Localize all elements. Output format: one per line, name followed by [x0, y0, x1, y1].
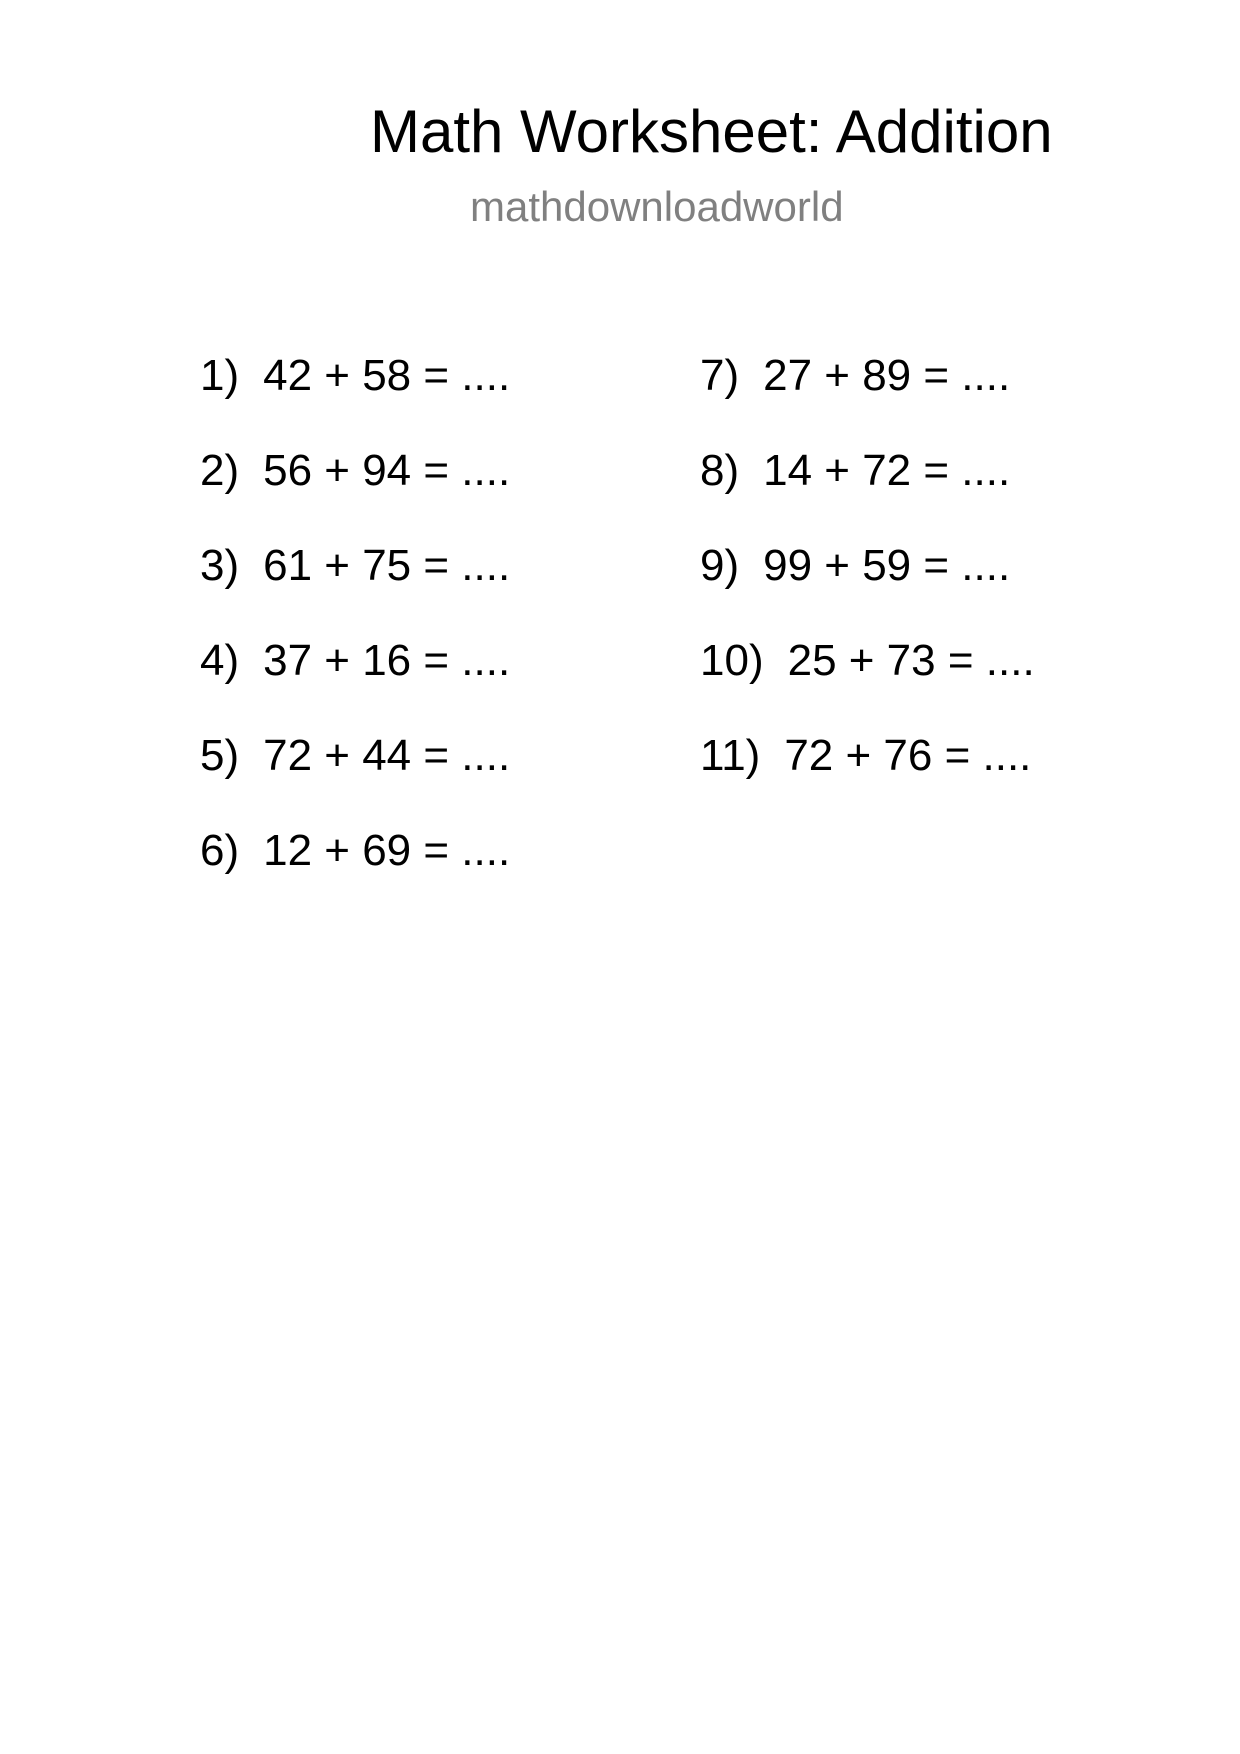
problem-expression: 61 + 75 = ....: [263, 541, 511, 590]
problem-number: 2): [200, 446, 240, 495]
problem-item: [700, 540, 1035, 635]
problem-item: [200, 350, 510, 445]
problem-number: 4): [200, 636, 240, 685]
problem-number: 11): [700, 731, 761, 780]
problem-expression: 12 + 69 = ....: [263, 826, 511, 875]
problem-expression: 27 + 89 = ....: [763, 351, 1011, 400]
problem-expression: 25 + 73 = ....: [787, 636, 1035, 685]
problem-expression: 14 + 72 = ....: [763, 446, 1011, 495]
problem-expression: 56 + 94 = ....: [263, 446, 511, 495]
problem-item: [700, 635, 1035, 730]
problem-item: [200, 540, 510, 635]
problem-expression: 72 + 76 = ....: [784, 731, 1032, 780]
problem-expression: 99 + 59 = ....: [763, 541, 1011, 590]
problem-column-left: [200, 350, 510, 920]
problem-number: 3): [200, 541, 240, 590]
problem-item: [700, 350, 1035, 445]
problem-expression: 37 + 16 = ....: [263, 636, 511, 685]
problem-number: 7): [700, 351, 740, 400]
problem-column-right: [700, 350, 1035, 825]
problem-item: [200, 730, 510, 825]
problem-number: 9): [700, 541, 740, 590]
page-subtitle: mathdownloadworld: [470, 183, 844, 230]
problem-item: [200, 445, 510, 540]
problem-number: 6): [200, 826, 240, 875]
problem-expression: 72 + 44 = ....: [263, 731, 511, 780]
problem-item: [700, 730, 1035, 825]
problem-item: [200, 825, 510, 920]
problem-number: 1): [200, 351, 240, 400]
problem-number: 10): [700, 636, 764, 685]
problem-item: [700, 445, 1035, 540]
page-title: Math Worksheet: Addition: [370, 98, 1053, 165]
problem-expression: 42 + 58 = ....: [263, 351, 511, 400]
problem-item: [200, 635, 510, 730]
problem-number: 8): [700, 446, 740, 495]
problem-number: 5): [200, 731, 240, 780]
